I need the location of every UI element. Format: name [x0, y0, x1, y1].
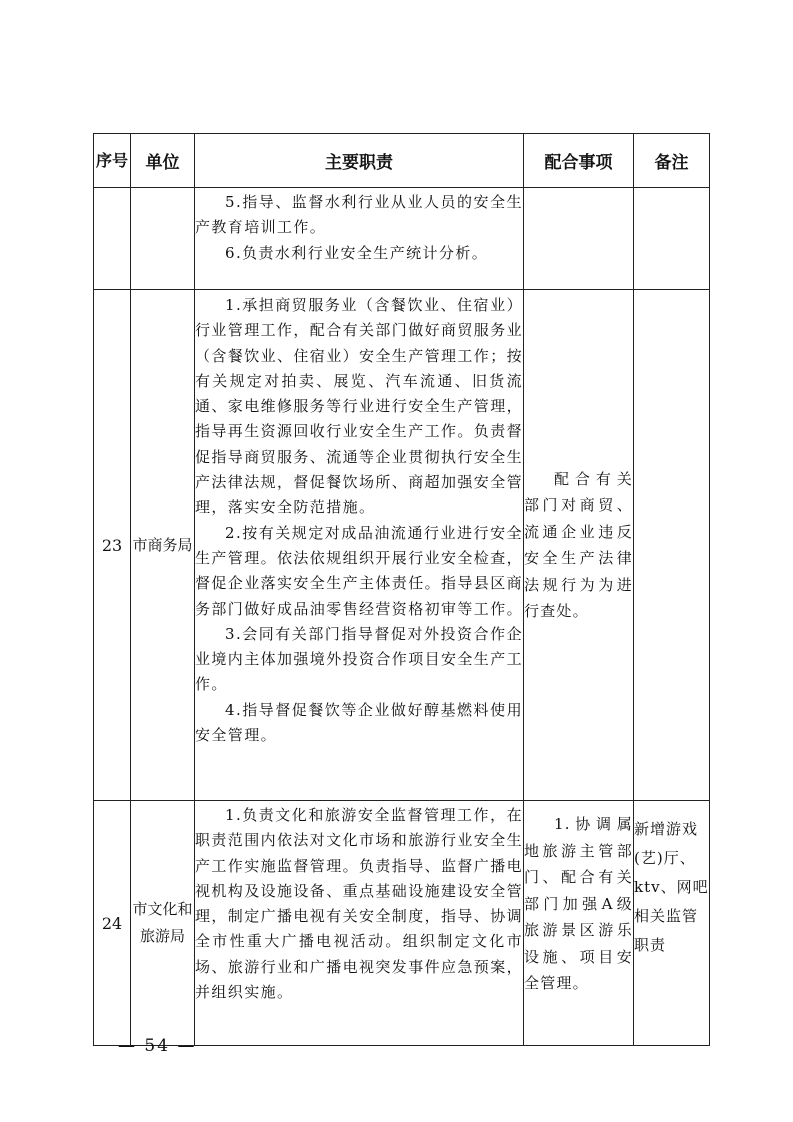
row-number: 23: [94, 290, 131, 801]
duty-paragraph: 1.负责文化和旅游安全监督管理工作，在职责范围内依法对文化市场和旅游行业安全生产工作实施监督管理。负责指导、监督广播电视机构及设施设备、重点基础设施建设安全管理，制定广播电视有关安全制度，指导、协调全市性重大广播电视活动。组织制定文化市场、旅游行业和广播电视突发事件应急预案，并组织实施。: [195, 806, 524, 1002]
header-main-duties: 主要职责: [195, 134, 524, 188]
row-number: 24: [94, 801, 131, 1046]
row-remarks: [634, 290, 710, 801]
row-remarks: [634, 801, 710, 1046]
cooperation-text: 配合有关部门对商贸、流通企业违反安全生产法律法规行为为进行查处。: [524, 469, 633, 620]
row-unit: [131, 188, 195, 290]
page-number: — 54 —: [118, 1036, 197, 1056]
header-num: 序号: [94, 134, 131, 188]
duty-paragraph: 4.指导督促餐饮等企业做好醇基燃料使用安全管理。: [195, 700, 523, 745]
table-row: [94, 801, 710, 1046]
table-row: [94, 290, 710, 801]
row-main-duties: [195, 801, 524, 1046]
cooperation-text: 1.协调属地旅游主管部门、配合有关部门加强A级旅游景区游乐设施、项目安全管理。: [524, 815, 633, 992]
row-unit: 市商务局: [131, 290, 195, 801]
row-main-duties: [195, 188, 524, 290]
header-unit: 单位: [131, 134, 195, 188]
row-main-duties: [195, 290, 524, 801]
row-cooperation: [524, 188, 634, 290]
row-unit: 市文化和旅游局: [131, 801, 195, 1046]
header-row: [94, 134, 710, 188]
row-remarks: [634, 188, 710, 290]
row-number: [94, 188, 131, 290]
header-cooperation: 配合事项: [524, 134, 634, 188]
table-row: [94, 188, 710, 290]
duty-paragraph: 1.承担商贸服务业（含餐饮业、住宿业）行业管理工作，配合有关部门做好商贸服务业（含餐饮业、住宿业）安全生产管理工作；按有关规定对拍卖、展览、汽车流通、旧货流通、家电维修服务等行业进行安全生产管理，指导再生资源回收行业安全生产工作。负责督促指导商贸服务、流通等企业贯彻执行安全生产法律法规，督促餐饮场所、商超加强安全管理，落实安全防范措施。: [195, 296, 524, 517]
duties-table: [93, 133, 710, 1046]
duty-paragraph: 6.负责水利行业安全生产统计分析。: [225, 243, 489, 262]
row-cooperation: [524, 801, 634, 1046]
duty-paragraph: 2.按有关规定对成品油流通行业进行安全生产管理。依法依规组织开展行业安全检查，督促企业落实安全生产主体责任。指导县区商务部门做好成品油零售经营资格初审等工作。: [195, 523, 524, 618]
remarks-text: 新增游戏(艺)厅、ktv、网吧相关监管职责: [634, 820, 709, 954]
duty-paragraph: 5.指导、监督水利行业从业人员的安全生产教育培训工作。: [195, 193, 523, 237]
header-remarks: 备注: [634, 134, 710, 188]
row-cooperation: [524, 290, 634, 801]
duty-paragraph: 3.会同有关部门指导督促对外投资合作企业境内主体加强境外投资合作项目安全生产工作。: [195, 624, 524, 694]
